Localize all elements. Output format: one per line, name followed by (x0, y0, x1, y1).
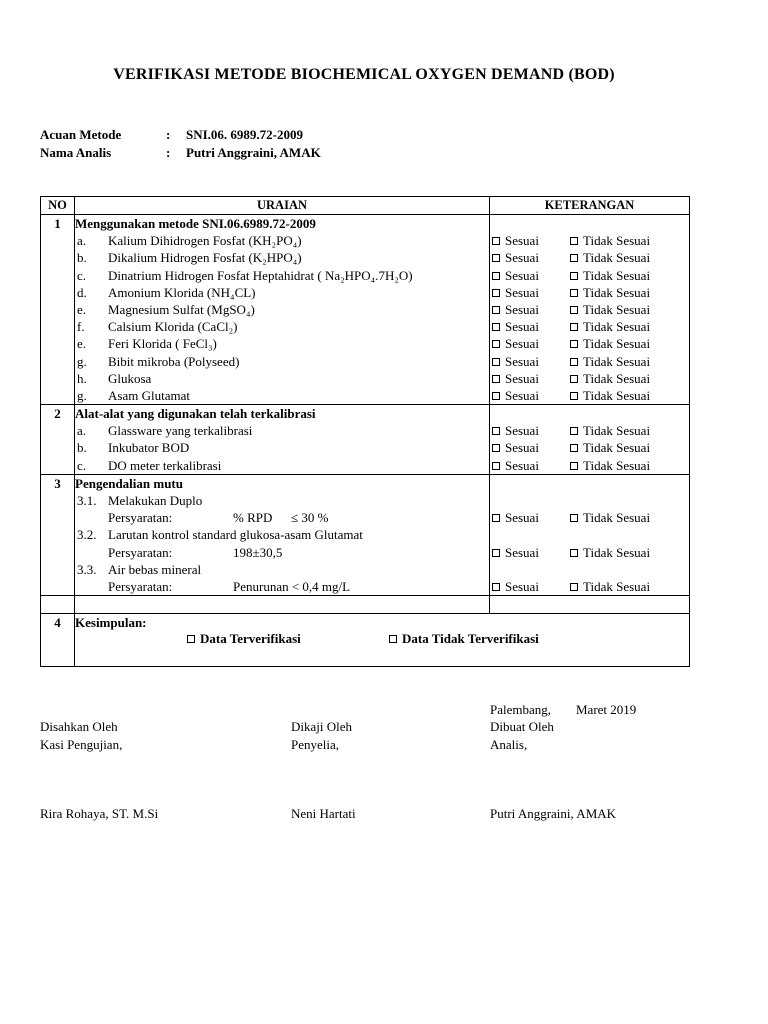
section-3-keterangan (490, 474, 690, 595)
keterangan-options: Sesuai Tidak Sesuai (490, 353, 689, 370)
keterangan-options: Sesuai Tidak Sesuai (490, 457, 689, 474)
keterangan-options: Sesuai Tidak Sesuai (490, 301, 689, 318)
section-2-number: 2 (41, 405, 75, 475)
checkbox-icon[interactable] (492, 306, 500, 314)
checkbox-icon[interactable] (570, 392, 578, 400)
checkbox-icon[interactable] (492, 444, 500, 452)
keterangan-options: Sesuai Tidak Sesuai (490, 422, 689, 439)
checkbox-icon[interactable] (570, 358, 578, 366)
section-4 (41, 614, 690, 667)
checkbox-icon[interactable] (492, 375, 500, 383)
list-item: c. Dinatrium Hidrogen Fosfat Heptahidrat ( Na₂HPO₄.7H₂O) (77, 267, 413, 283)
keterangan-options: Sesuai Tidak Sesuai (490, 267, 689, 284)
checkbox-icon[interactable] (492, 549, 500, 557)
signer-1-name: Rira Rohaya, ST. M.Si (40, 806, 159, 821)
analis: Analis, (490, 737, 528, 752)
list-item: g. Asam Glutamat (77, 387, 190, 403)
spacer-row (41, 596, 690, 614)
checkbox-icon[interactable] (187, 635, 195, 643)
checkbox-icon[interactable] (492, 289, 500, 297)
keterangan-options: Sesuai Tidak Sesuai (490, 387, 689, 404)
checkbox-icon[interactable] (570, 444, 578, 452)
checkbox-icon[interactable] (492, 358, 500, 366)
checkbox-icon[interactable] (570, 254, 578, 262)
section-4-number: 4 (41, 614, 75, 667)
list-item: a. Kalium Dihidrogen Fosfat (KH₂PO₄) (77, 233, 302, 249)
sub-3-1: 3.1. Melakukan Duplo (77, 493, 203, 508)
place-date: Palembang, (490, 702, 552, 717)
acuan-metode-label: Acuan Metode (40, 127, 122, 142)
section-4-content (75, 614, 690, 667)
nama-analis-label: Nama Analis (40, 145, 112, 160)
checkbox-icon[interactable] (492, 237, 500, 245)
checkbox-icon[interactable] (570, 375, 578, 383)
checkbox-icon[interactable] (492, 272, 500, 280)
keterangan-options: Sesuai Tidak Sesuai (490, 439, 689, 456)
list-item: e. Magnesium Sulfat (MgSO₄) (77, 301, 255, 317)
keterangan-options: Sesuai Tidak Sesuai (490, 232, 689, 249)
list-item: g. Bibit mikroba (Polyseed) (77, 353, 240, 369)
section-2-content (75, 405, 490, 475)
checkbox-icon[interactable] (570, 289, 578, 297)
option-terverifikasi[interactable]: Data Terverifikasi (187, 631, 301, 647)
list-item: f. Calsium Klorida (CaCl₂) (77, 319, 238, 335)
kasi-pengujian: Kasi Pengujian, (40, 737, 123, 752)
section-1-keterangan (490, 215, 690, 405)
checkbox-icon[interactable] (570, 306, 578, 314)
list-item: a. Glassware yang terkalibrasi (77, 423, 253, 439)
checkbox-icon[interactable] (492, 323, 500, 331)
section-1-content (75, 215, 490, 405)
list-item: b. Inkubator BOD (77, 440, 190, 456)
checkbox-icon[interactable] (570, 323, 578, 331)
checkbox-icon[interactable] (389, 635, 397, 643)
checkbox-icon[interactable] (570, 340, 578, 348)
section-1-number: 1 (41, 215, 75, 405)
sub-3-3: 3.3. Air bebas mineral (77, 561, 202, 577)
acuan-colon: : (166, 127, 171, 142)
sub-3-3-requirement: Persyaratan: Penurunan < 0,4 mg/L (108, 578, 351, 594)
sub-3-2: 3.2. Larutan kontrol standard glukosa-asam Glutamat (77, 527, 363, 543)
document-title: VERIFIKASI METODE BIOCHEMICAL OXYGEN DEMAND (BOD) (113, 66, 615, 83)
ket-3-3: Sesuai Tidak Sesuai (490, 578, 689, 595)
col-no-header: NO (41, 197, 75, 215)
checkbox-icon[interactable] (570, 583, 578, 591)
section-1 (41, 215, 690, 405)
checkbox-icon[interactable] (570, 462, 578, 470)
section-2 (41, 405, 690, 475)
col-uraian-header: URAIAN (75, 197, 490, 215)
checkbox-icon[interactable] (492, 340, 500, 348)
checkbox-icon[interactable] (570, 514, 578, 522)
signer-3-name: Putri Anggraini, AMAK (490, 806, 617, 821)
ket-3-1: Sesuai Tidak Sesuai (490, 509, 689, 526)
checkbox-icon[interactable] (492, 427, 500, 435)
month-year: Maret 2019 (576, 702, 637, 717)
keterangan-options: Sesuai Tidak Sesuai (490, 335, 689, 352)
dikaji-oleh: Dikaji Oleh (291, 719, 353, 734)
checkbox-icon[interactable] (570, 549, 578, 557)
section-3-title: Pengendalian mutu (75, 475, 183, 491)
keterangan-options: Sesuai Tidak Sesuai (490, 284, 689, 301)
list-item: h. Glukosa (77, 370, 152, 386)
sub-3-1-requirement: Persyaratan: % RPD ≤ 30 % (108, 510, 329, 526)
nama-analis-value: Putri Anggraini, AMAK (186, 145, 321, 160)
analis-colon: : (166, 145, 171, 160)
verification-table (40, 196, 690, 667)
section-3-number: 3 (41, 474, 75, 595)
sub-3-2-requirement: Persyaratan: 198±30,5 (108, 544, 283, 560)
section-3 (41, 474, 690, 595)
dibuat-oleh: Dibuat Oleh (490, 719, 554, 734)
checkbox-icon[interactable] (492, 392, 500, 400)
col-keterangan-header: KETERANGAN (490, 197, 690, 215)
kesimpulan-label: Kesimpulan: (75, 615, 147, 631)
ket-3-2: Sesuai Tidak Sesuai (490, 544, 689, 561)
checkbox-icon[interactable] (570, 272, 578, 280)
signer-2-name: Neni Hartati (291, 806, 356, 821)
list-item: d. Amonium Klorida (NH₄CL) (77, 284, 256, 300)
checkbox-icon[interactable] (570, 237, 578, 245)
acuan-metode-value: SNI.06. 6989.72-2009 (186, 127, 304, 142)
checkbox-icon[interactable] (492, 514, 500, 522)
list-item: c. DO meter terkalibrasi (77, 457, 222, 473)
keterangan-options: Sesuai Tidak Sesuai (490, 318, 689, 335)
checkbox-icon[interactable] (492, 583, 500, 591)
keterangan-options: Sesuai Tidak Sesuai (490, 370, 689, 387)
section-2-title: Alat-alat yang digunakan telah terkalibrasi (75, 406, 316, 422)
list-item: b. Dikalium Hidrogen Fosfat (K₂HPO₄) (77, 250, 302, 266)
section-2-keterangan (490, 405, 690, 475)
section-1-title: Menggunakan metode SNI.06.6989.72-2009 (75, 216, 316, 231)
list-item: e. Feri Klorida ( FeCl₃) (77, 336, 217, 352)
checkbox-icon[interactable] (492, 462, 500, 470)
penyelia: Penyelia, (291, 737, 340, 752)
checkbox-icon[interactable] (492, 254, 500, 262)
table-header (41, 197, 690, 215)
keterangan-options: Sesuai Tidak Sesuai (490, 249, 689, 266)
option-tidak-terverifikasi[interactable]: Data Tidak Terverifikasi (389, 631, 539, 647)
section-3-content (75, 474, 490, 595)
checkbox-icon[interactable] (570, 427, 578, 435)
disahkan-oleh: Disahkan Oleh (40, 719, 118, 734)
